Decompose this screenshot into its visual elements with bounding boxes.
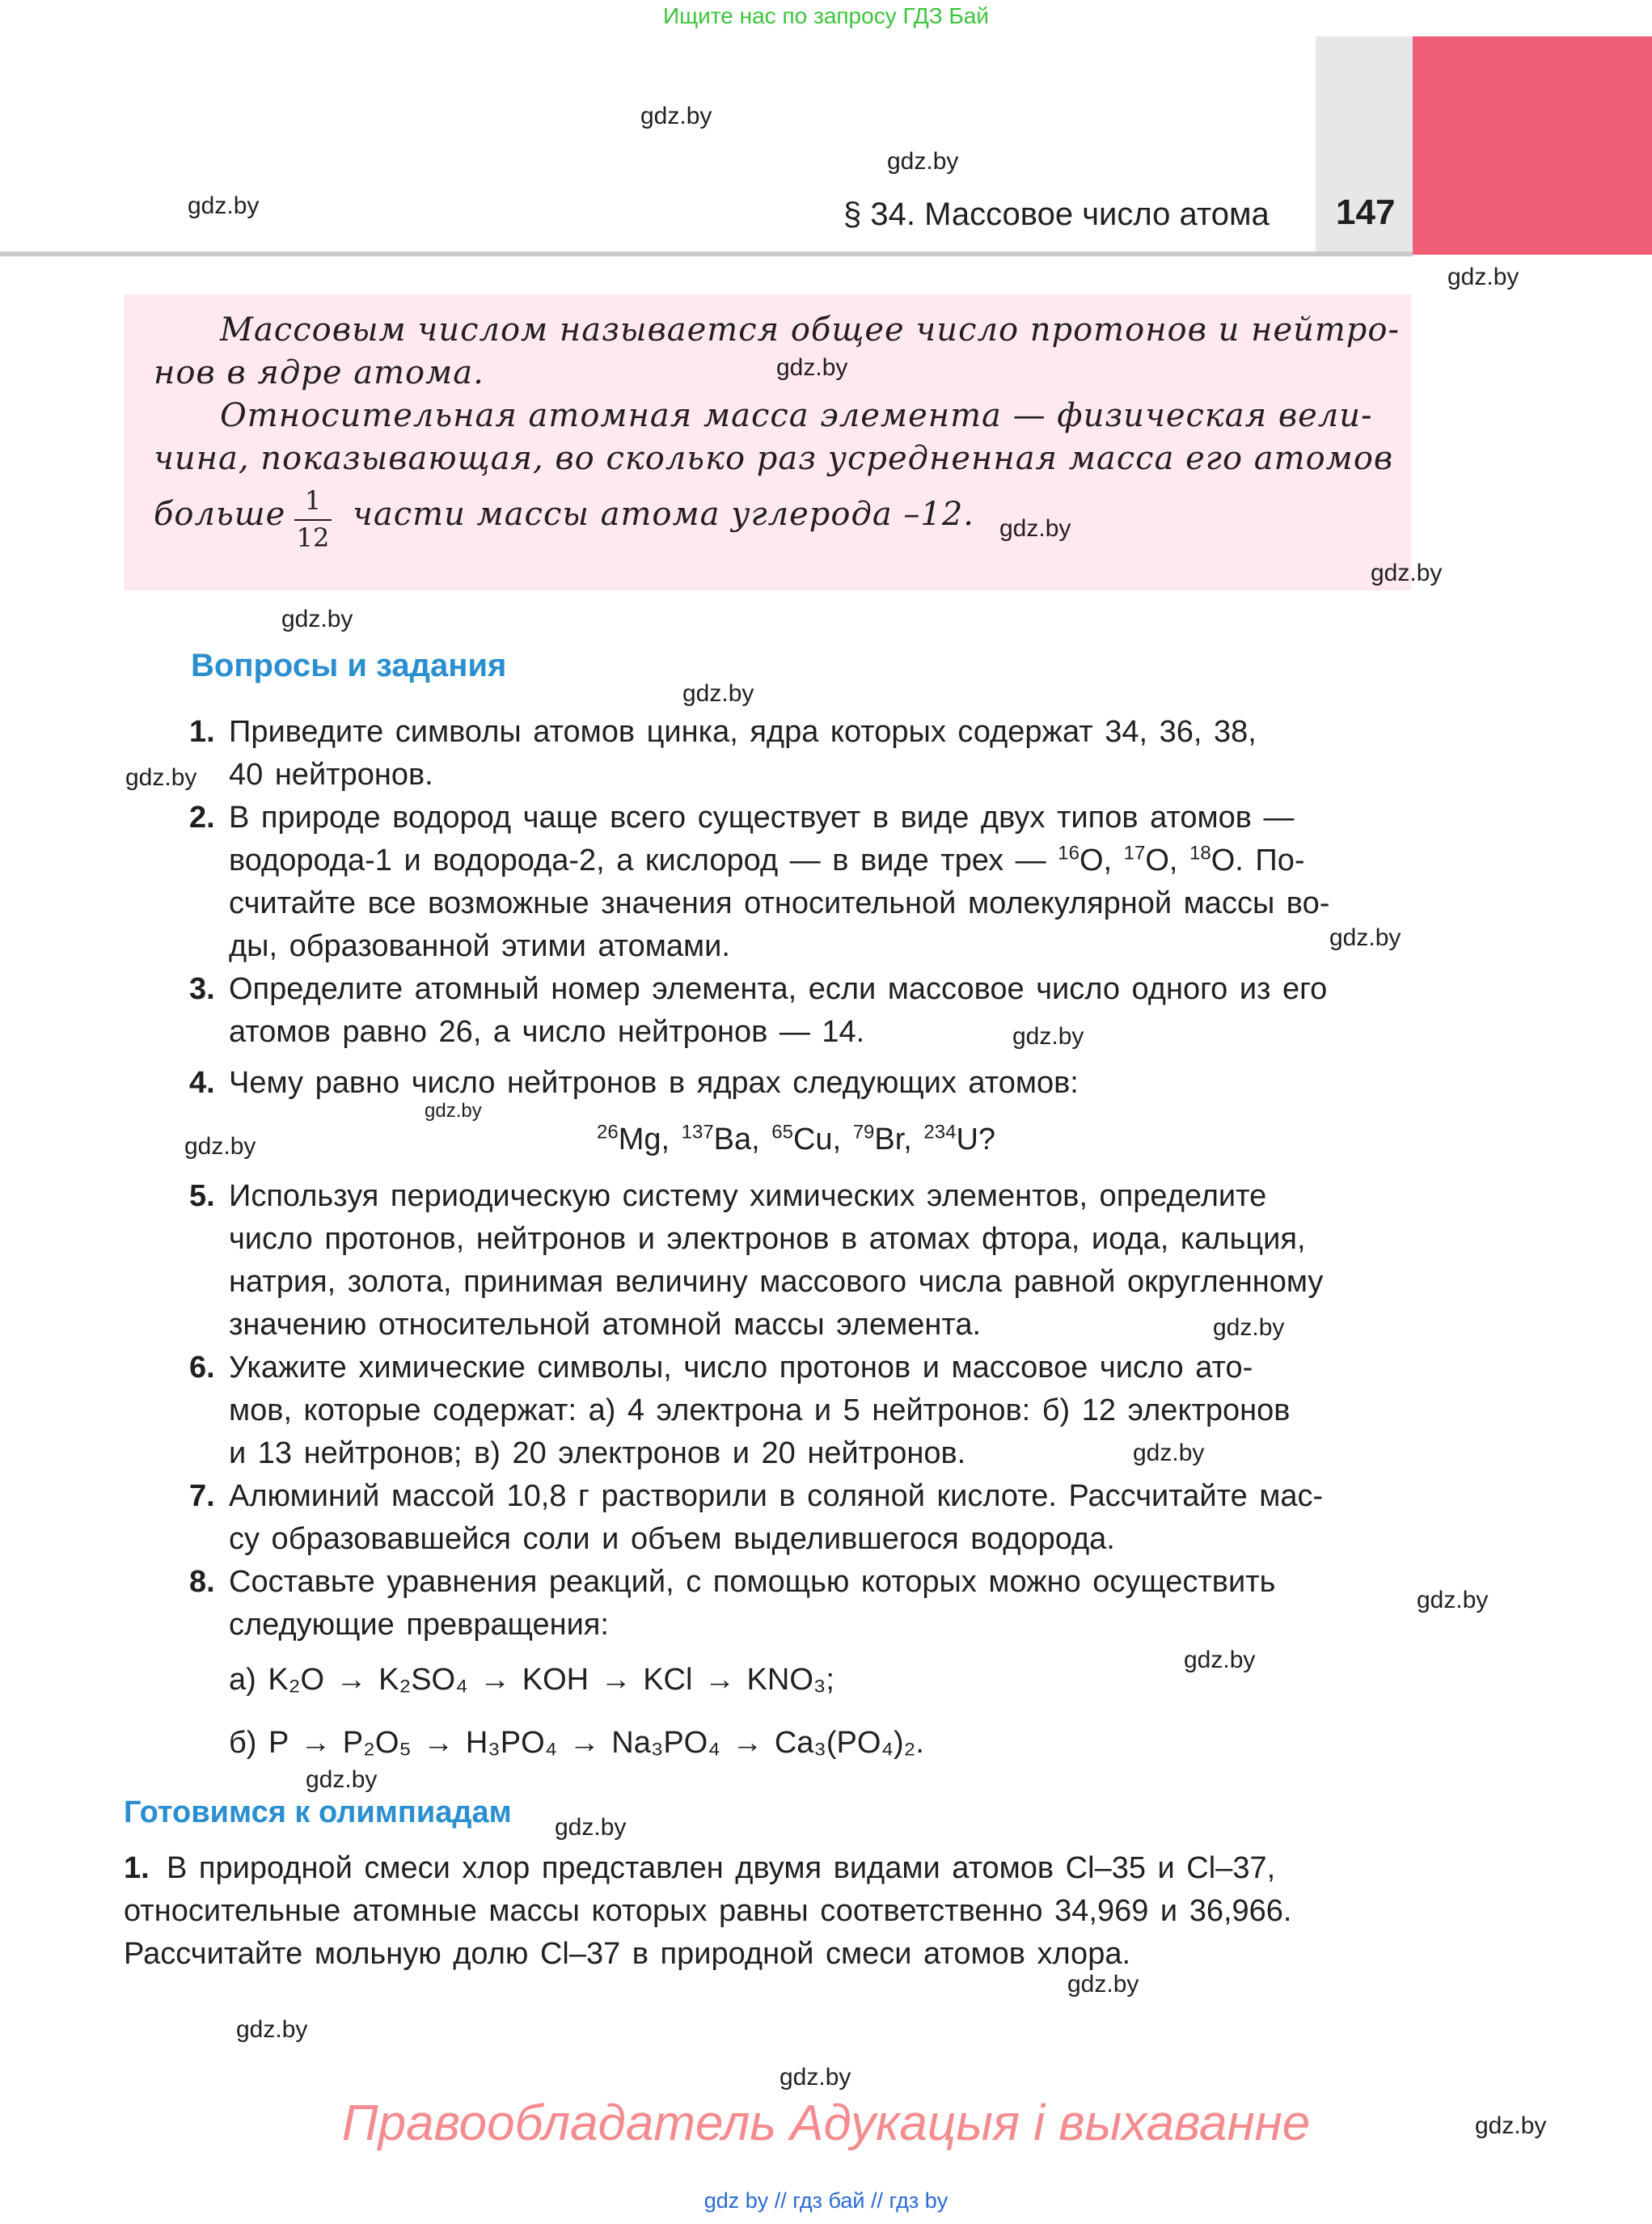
watermark: gdz.by <box>1133 1440 1205 1466</box>
atom-symbol: U <box>956 1123 978 1156</box>
watermark: gdz.by <box>306 1766 378 1793</box>
question-1-line-2: 40 нейтронов. <box>229 758 433 792</box>
watermark: gdz.by <box>682 680 754 707</box>
atom-sep: , <box>903 1123 924 1156</box>
question-5-line-4: значению относительной атомной массы элемента. <box>229 1308 982 1342</box>
questions-title: Вопросы и задания <box>191 648 507 683</box>
chapter-color-tab <box>1413 36 1652 255</box>
question-number-3: 3. <box>189 972 215 1006</box>
watermark: gdz.by <box>1184 1647 1256 1673</box>
olympiad-line-3: Рассчитайте мольную долю Cl–37 в природной смеси атомов хлора. <box>124 1937 1131 1971</box>
isotope-symbol-o: O <box>1079 844 1104 877</box>
watermark: gdz.by <box>1475 2112 1547 2139</box>
question-8-line-2: следующие превращения: <box>229 1608 609 1642</box>
watermark: gdz.by <box>776 354 848 381</box>
watermark: gdz.by <box>555 1814 627 1841</box>
page-number: 147 <box>1336 192 1396 232</box>
definition-line-3: Относительная атомная масса элемента — физическая вели- <box>220 397 1373 434</box>
question-7-line-2: су образовавшейся соли и объем выделившегося водорода. <box>229 1522 1115 1556</box>
olympiad-line-1: В природной смеси хлор представлен двумя видами атомов Cl–35 и Cl–37, <box>167 1851 1276 1885</box>
question-2-line-3: считайте все возможные значения относительной молекулярной массы во- <box>229 886 1330 920</box>
top-note: Ищите нас по запросу ГДЗ Бай <box>662 3 990 28</box>
question-2-line-2: водорода-1 и водорода-2, а кислород — в виде трех — $^{16}$O, $^{17}$O, $^{18}$O. По- <box>229 842 1305 877</box>
question-number-2: 2. <box>189 801 215 835</box>
atom-sep: , <box>832 1123 853 1156</box>
olympiad-title: Готовимся к олимпиадам <box>124 1795 512 1829</box>
section-header-title: § 34. Массовое число атома <box>843 197 1270 232</box>
definition-line-5: больше <box>154 496 286 533</box>
definition-line-6: части массы атома углерода –12. <box>353 496 975 533</box>
watermark: gdz.by <box>236 2016 308 2043</box>
atom-mass: 137 <box>681 1121 714 1144</box>
header-rule <box>0 252 1413 256</box>
question-7-line-1: Алюминий массой 10,8 г растворили в соляной кислоте. Рассчитайте мас- <box>229 1479 1324 1513</box>
atom-mass: 26 <box>597 1121 619 1144</box>
isotope-symbol-o: O <box>1210 844 1236 877</box>
watermark: gdz.by <box>999 515 1071 542</box>
question-2-line-2-text: водорода-1 и водорода-2, а кислород — в виде трех — <box>229 844 1046 877</box>
watermark: gdz.by <box>281 606 353 632</box>
watermark: gdz.by <box>125 764 197 791</box>
question-2-line-1: В природе водород чаще всего существует в виде двух типов атомов — <box>229 801 1295 835</box>
atom-mass: 79 <box>852 1121 875 1144</box>
watermark: gdz.by <box>1329 924 1401 951</box>
question-number-6: 6. <box>189 1351 215 1385</box>
question-1-line-1: Приведите символы атомов цинка, ядра которых содержат 34, 36, 38, <box>229 715 1257 749</box>
definition-line-2: нов в ядре атома. <box>154 354 484 391</box>
question-2-line-4: ды, образованной этими атомами. <box>229 929 730 963</box>
question-8-reaction-a: а) K₂O → K₂SO₄ → KOH → KCl → KNO₃; <box>229 1663 834 1697</box>
fraction-numerator: 1 <box>304 485 322 516</box>
question-2-line-2-tail: . По- <box>1235 844 1305 877</box>
watermark: gdz.by <box>1371 560 1443 586</box>
definition-line-4: чина, показывающая, во сколько раз усредненная масса его атомов <box>154 440 1394 477</box>
watermark: gdz.by <box>188 192 260 219</box>
question-4-atoms <box>597 1123 995 1157</box>
fraction-denominator: 12 <box>296 522 330 553</box>
definition-line-1: Массовым числом называется общее число протонов и нейтро- <box>220 311 1401 349</box>
question-6-line-1: Укажите химические символы, число протонов и массовое число ато- <box>229 1351 1253 1385</box>
atom-mass: 234 <box>923 1121 957 1144</box>
question-8-reaction-b: б) P → P₂O₅ → H₃PO₄ → Na₃PO₄ → Ca₃(PO₄)₂. <box>229 1726 924 1760</box>
atom-symbol: Ba <box>713 1123 752 1156</box>
isotope-mass-17: 17 <box>1123 842 1146 865</box>
question-6-line-2: мов, которые содержат: а) 4 электрона и 5 нейтронов: б) 12 электронов <box>229 1393 1291 1427</box>
watermark: gdz.by <box>640 103 712 129</box>
isotope-mass-16: 16 <box>1058 842 1080 865</box>
atom-sep: ? <box>978 1123 996 1156</box>
fraction-bar <box>294 519 332 521</box>
isotope-mass-18: 18 <box>1189 842 1211 865</box>
watermark: gdz.by <box>1417 1587 1489 1613</box>
isotope-symbol-o: O <box>1145 844 1169 877</box>
question-number-5: 5. <box>189 1179 215 1213</box>
question-number-7: 7. <box>189 1479 215 1513</box>
footer-links[interactable]: gdz by // гдз бай // гдз by <box>703 2188 949 2213</box>
atom-symbol: Cu <box>792 1123 833 1156</box>
olympiad-number-1: 1. <box>124 1851 150 1885</box>
question-8-line-1: Составьте уравнения реакций, с помощью которых можно осуществить <box>229 1565 1276 1599</box>
watermark: gdz.by <box>887 148 959 175</box>
atom-symbol: Mg <box>618 1123 661 1156</box>
question-3-line-1: Определите атомный номер элемента, если массовое число одного из его <box>229 972 1328 1006</box>
atom-sep: , <box>661 1123 682 1156</box>
atom-sep: , <box>751 1123 772 1156</box>
question-5-line-2: число протонов, нейтронов и электронов в атомах фтора, иода, кальция, <box>229 1222 1306 1256</box>
watermark: gdz.by <box>780 2064 851 2091</box>
question-number-4: 4. <box>189 1066 215 1100</box>
watermark: gdz.by <box>1447 264 1519 290</box>
question-4-line-1: Чему равно число нейтронов в ядрах следующих атомов: <box>229 1066 1079 1100</box>
watermark: gdz.by <box>425 1100 482 1122</box>
atom-symbol: Br <box>874 1123 904 1156</box>
question-3-line-2: атомов равно 26, а число нейтронов — 14. <box>229 1015 865 1049</box>
watermark: gdz.by <box>1213 1314 1285 1341</box>
watermark: gdz.by <box>184 1133 256 1160</box>
question-number-1: 1. <box>189 715 215 749</box>
question-5-line-1: Используя периодическую систему химических элементов, определите <box>229 1179 1267 1213</box>
copyright-notice: Правообладатель Адукацыя і выхаванне <box>341 2095 1311 2151</box>
watermark: gdz.by <box>1067 1971 1139 1998</box>
question-number-8: 8. <box>189 1565 215 1599</box>
question-5-line-3: натрия, золота, принимая величину массового числа равной округленному <box>229 1265 1324 1299</box>
question-6-line-3: и 13 нейтронов; в) 20 электронов и 20 нейтронов. <box>229 1436 966 1470</box>
watermark: gdz.by <box>1012 1023 1084 1050</box>
atom-mass: 65 <box>771 1121 793 1144</box>
olympiad-line-2: относительные атомные массы которых равны соответственно 34,969 и 36,966. <box>124 1894 1292 1928</box>
